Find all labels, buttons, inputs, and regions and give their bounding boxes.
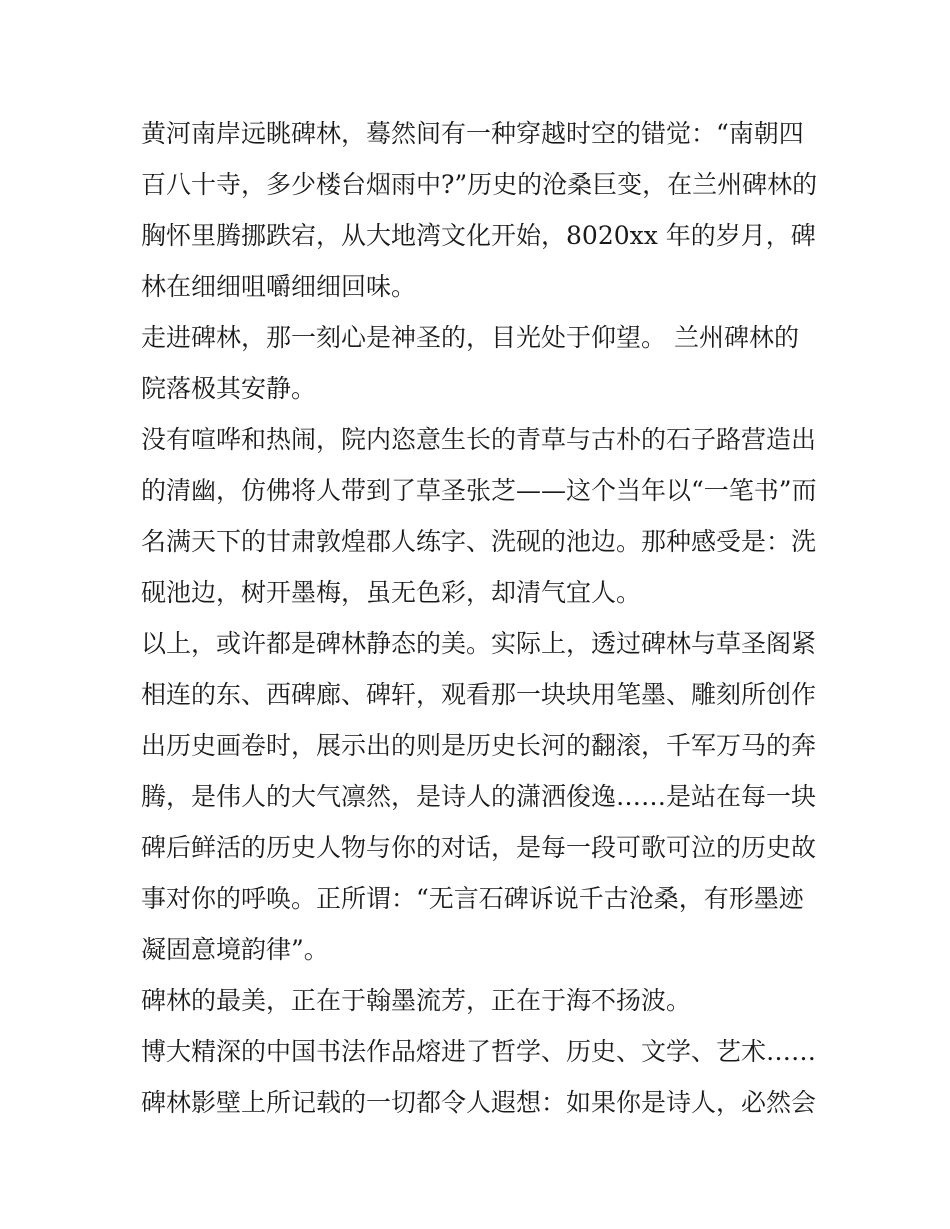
text-line: 砚池边，树开墨梅，虽无色彩，却清气宜人。: [141, 578, 642, 607]
text-line: 出历史画卷时，展示出的则是历史长河的翻滚，千军万马的奔: [141, 731, 817, 760]
text-line: 腾，是伟人的大气凛然，是诗人的潇洒俊逸……是站在每一块: [141, 782, 817, 811]
text-line: 碑林影壁上所记载的一切都令人遐想：如果你是诗人，必然会: [141, 1088, 817, 1117]
text-line: 名满天下的甘肃敦煌郡人练字、洗砚的池边。那种感受是：洗: [141, 527, 817, 556]
text-line: 黄河南岸远眺碑林，蓦然间有一种穿越时空的错觉：“南朝四: [141, 119, 804, 148]
text-line: 相连的东、西碑廊、碑轩，观看那一块块用笔墨、雕刻所创作: [141, 680, 817, 709]
text-line: 的清幽，仿佛将人带到了草圣张芝——这个当年以“一笔书”而: [141, 476, 817, 505]
text-line: 博大精深的中国书法作品熔进了哲学、历史、文学、艺术……: [141, 1037, 817, 1066]
text-line: 没有喧哗和热闹，院内恣意生长的青草与古朴的石子路营造出: [141, 425, 817, 454]
text-line: 院落极其安静。: [141, 374, 317, 403]
text-line: 胸怀里腾挪跌宕，从大地湾文化开始，8020xx 年的岁月，碑: [141, 221, 816, 250]
text-line: 凝固意境韵律”。: [141, 935, 329, 964]
text-line: 碑后鲜活的历史人物与你的对话，是每一段可歌可泣的历史故: [141, 833, 817, 862]
text-line: 走进碑林，那一刻心是神圣的，目光处于仰望。 兰州碑林的: [141, 323, 799, 352]
text-line: 事对你的呼唤。正所谓：“无言石碑诉说千古沧桑，有形墨迹: [141, 884, 804, 913]
text-line: 林在细细咀嚼细细回味。: [141, 272, 417, 301]
text-line: 以上，或许都是碑林静态的美。实际上，透过碑林与草圣阁紧: [141, 629, 817, 658]
text-line: 百八十寺，多少楼台烟雨中?”历史的沧桑巨变，在兰州碑林的: [141, 170, 818, 199]
text-line: 碑林的最美，正在于翰墨流芳，正在于海不扬波。: [141, 986, 692, 1015]
document-body: [141, 108, 821, 1128]
